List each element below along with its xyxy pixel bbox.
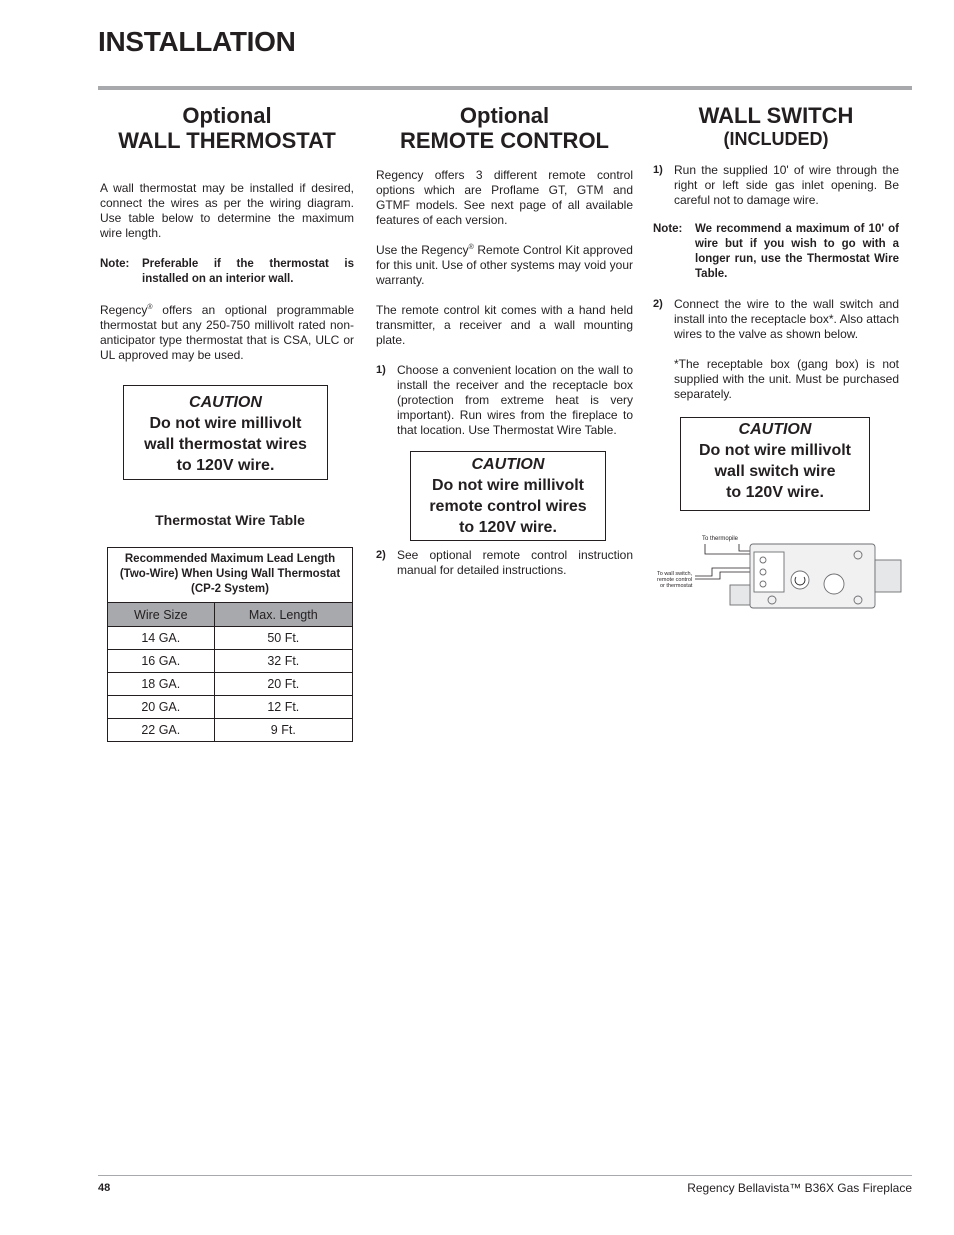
wall-switch-step-2 [653,297,899,342]
valve-wiring-diagram [650,530,910,615]
max-length-cell: 50 Ft. [214,627,352,650]
step-text: Run the supplied 10' of wire through the right or left side gas inlet opening. Be careful not to damage wire. [674,163,899,207]
table-row [108,627,353,650]
regency-word: Regency [100,303,148,317]
wire-size-cell: 16 GA. [108,650,215,673]
thermostat-note [100,257,354,287]
step-text: Choose a convenient location on the wall to install the receiver and the receptacle box (protection from extreme heat is very important). Run wires from the fireplace to that location. Use Thermostat Wire Table. [397,363,633,437]
caution-line: to 120V wire. [726,484,824,501]
max-length-cell: 12 Ft. [214,696,352,719]
remote-kit-contents-text: The remote control kit comes with a hand held transmitter, a receiver and a wall mounting plate. [376,303,633,347]
wire-size-cell: 22 GA. [108,719,215,742]
wire-size-cell: 18 GA. [108,673,215,696]
remote-step-1 [376,363,633,438]
caution-line: to 120V wire. [459,519,557,536]
remote-control-heading-line1: Optional [459,103,550,128]
step-number: 2) [376,549,386,561]
step-text: Connect the wire to the wall switch and install into the receptacle box*. Also attach wires to the valve as shown below. [674,297,899,341]
max-length-cell: 9 Ft. [214,719,352,742]
gas-valve-body [730,544,901,608]
page-number: 48 [98,1182,111,1194]
remote-options-text: Regency offers 3 different remote control options which are Proflame GT, GTM and GTMF models. See next page of all available features of each version. [376,168,633,227]
caution-box-remote [410,451,606,541]
remote-control-column [376,100,633,438]
footer-divider [98,1175,912,1176]
remote-kit-text-a: Use the Regency [376,243,469,257]
regency-thermostat-text [100,303,354,363]
caution-line: wall thermostat wires [144,436,307,453]
note-text: We recommend a maximum of 10' of wire but if you wish to go with a longer run, use the Thermostat Wire Table. [695,223,899,280]
note-label: Note: [100,258,130,270]
caution-line: Do not wire millivolt [149,415,302,432]
label-or-thermostat: or thermostat [660,583,693,589]
table-row [108,696,353,719]
wall-thermostat-column [100,100,354,363]
wire-size-cell: 14 GA. [108,627,215,650]
table-row [108,719,353,742]
caution-line: remote control wires [429,498,587,515]
label-to-thermopile: To thermopile [702,536,739,542]
caution-line: Do not wire millivolt [698,442,851,459]
remote-kit-text [376,243,633,288]
wall-thermostat-heading-line1: Optional [182,103,272,128]
thermostat-wire-table [107,547,353,742]
page-title: INSTALLATION [98,26,296,57]
label-remote-control: remote control [657,577,693,583]
regency-rest: offers an optional programmable thermostat but any 250-750 millivolt rated non-anticipator type thermostat that is CSA, ULC or UL approved may be used. [100,303,354,362]
column-header-max-length: Max. Length [214,603,352,627]
max-length-cell: 32 Ft. [214,650,352,673]
caution-line: Do not wire millivolt [431,477,584,494]
caution-title: CAUTION [189,394,262,411]
caution-box-thermostat [123,385,328,480]
remote-step-2 [376,548,633,578]
caution-box-wall-switch [680,417,870,511]
caution-line: to 120V wire. [176,457,275,474]
remote-kit-text-b: Remote Control Kit approved for this unit. Use of other systems may void your warranty. [376,243,633,287]
wire-size-cell: 20 GA. [108,696,215,719]
wall-switch-heading: WALL SWITCH [698,103,854,128]
note-label: Note: [653,223,683,235]
indent-spacer [653,357,674,402]
step-text: See optional remote control instruction manual for detailed instructions. [397,548,633,577]
wall-switch-step-1 [653,163,899,208]
step-number: 1) [653,164,663,176]
header-divider [98,86,912,90]
step-number: 1) [376,364,386,376]
table-row [108,650,353,673]
caution-title: CAUTION [738,421,812,438]
table-header: Recommended Maximum Lead Length (Two-Wire) When Using Wall Thermostat (CP-2 System) [108,548,353,603]
footnote-text: *The receptable box (gang box) is not supplied with the unit. Must be purchased separately. [674,357,899,401]
column-header-wire-size: Wire Size [108,603,215,627]
registered-mark: ® [147,304,153,311]
wall-switch-subheading: (INCLUDED) [723,129,829,149]
thermostat-intro-text: A wall thermostat may be installed if desired, connect the wires as per the wiring diagram. Use table below to determine the maximum wire length. [100,181,354,240]
caution-line: wall switch wire [714,463,836,480]
label-to-wall-switch: To wall switch, [657,571,693,577]
note-text: Preferable if the thermostat is installed on an interior wall. [142,258,354,285]
thermostat-table-caption: Thermostat Wire Table [155,512,305,528]
step-number: 2) [653,298,663,310]
wall-switch-column [653,100,899,402]
table-row [108,673,353,696]
max-length-cell: 20 Ft. [214,673,352,696]
wall-switch-note [653,222,899,282]
caution-title: CAUTION [471,456,545,473]
receptacle-footnote [653,357,899,402]
wall-thermostat-heading-line2: WALL THERMOSTAT [118,128,336,153]
footer-product-name: Regency Bellavista™ B36X Gas Fireplace [687,1181,912,1195]
remote-control-heading-line2: REMOTE CONTROL [400,128,609,153]
registered-mark: ® [468,244,474,251]
